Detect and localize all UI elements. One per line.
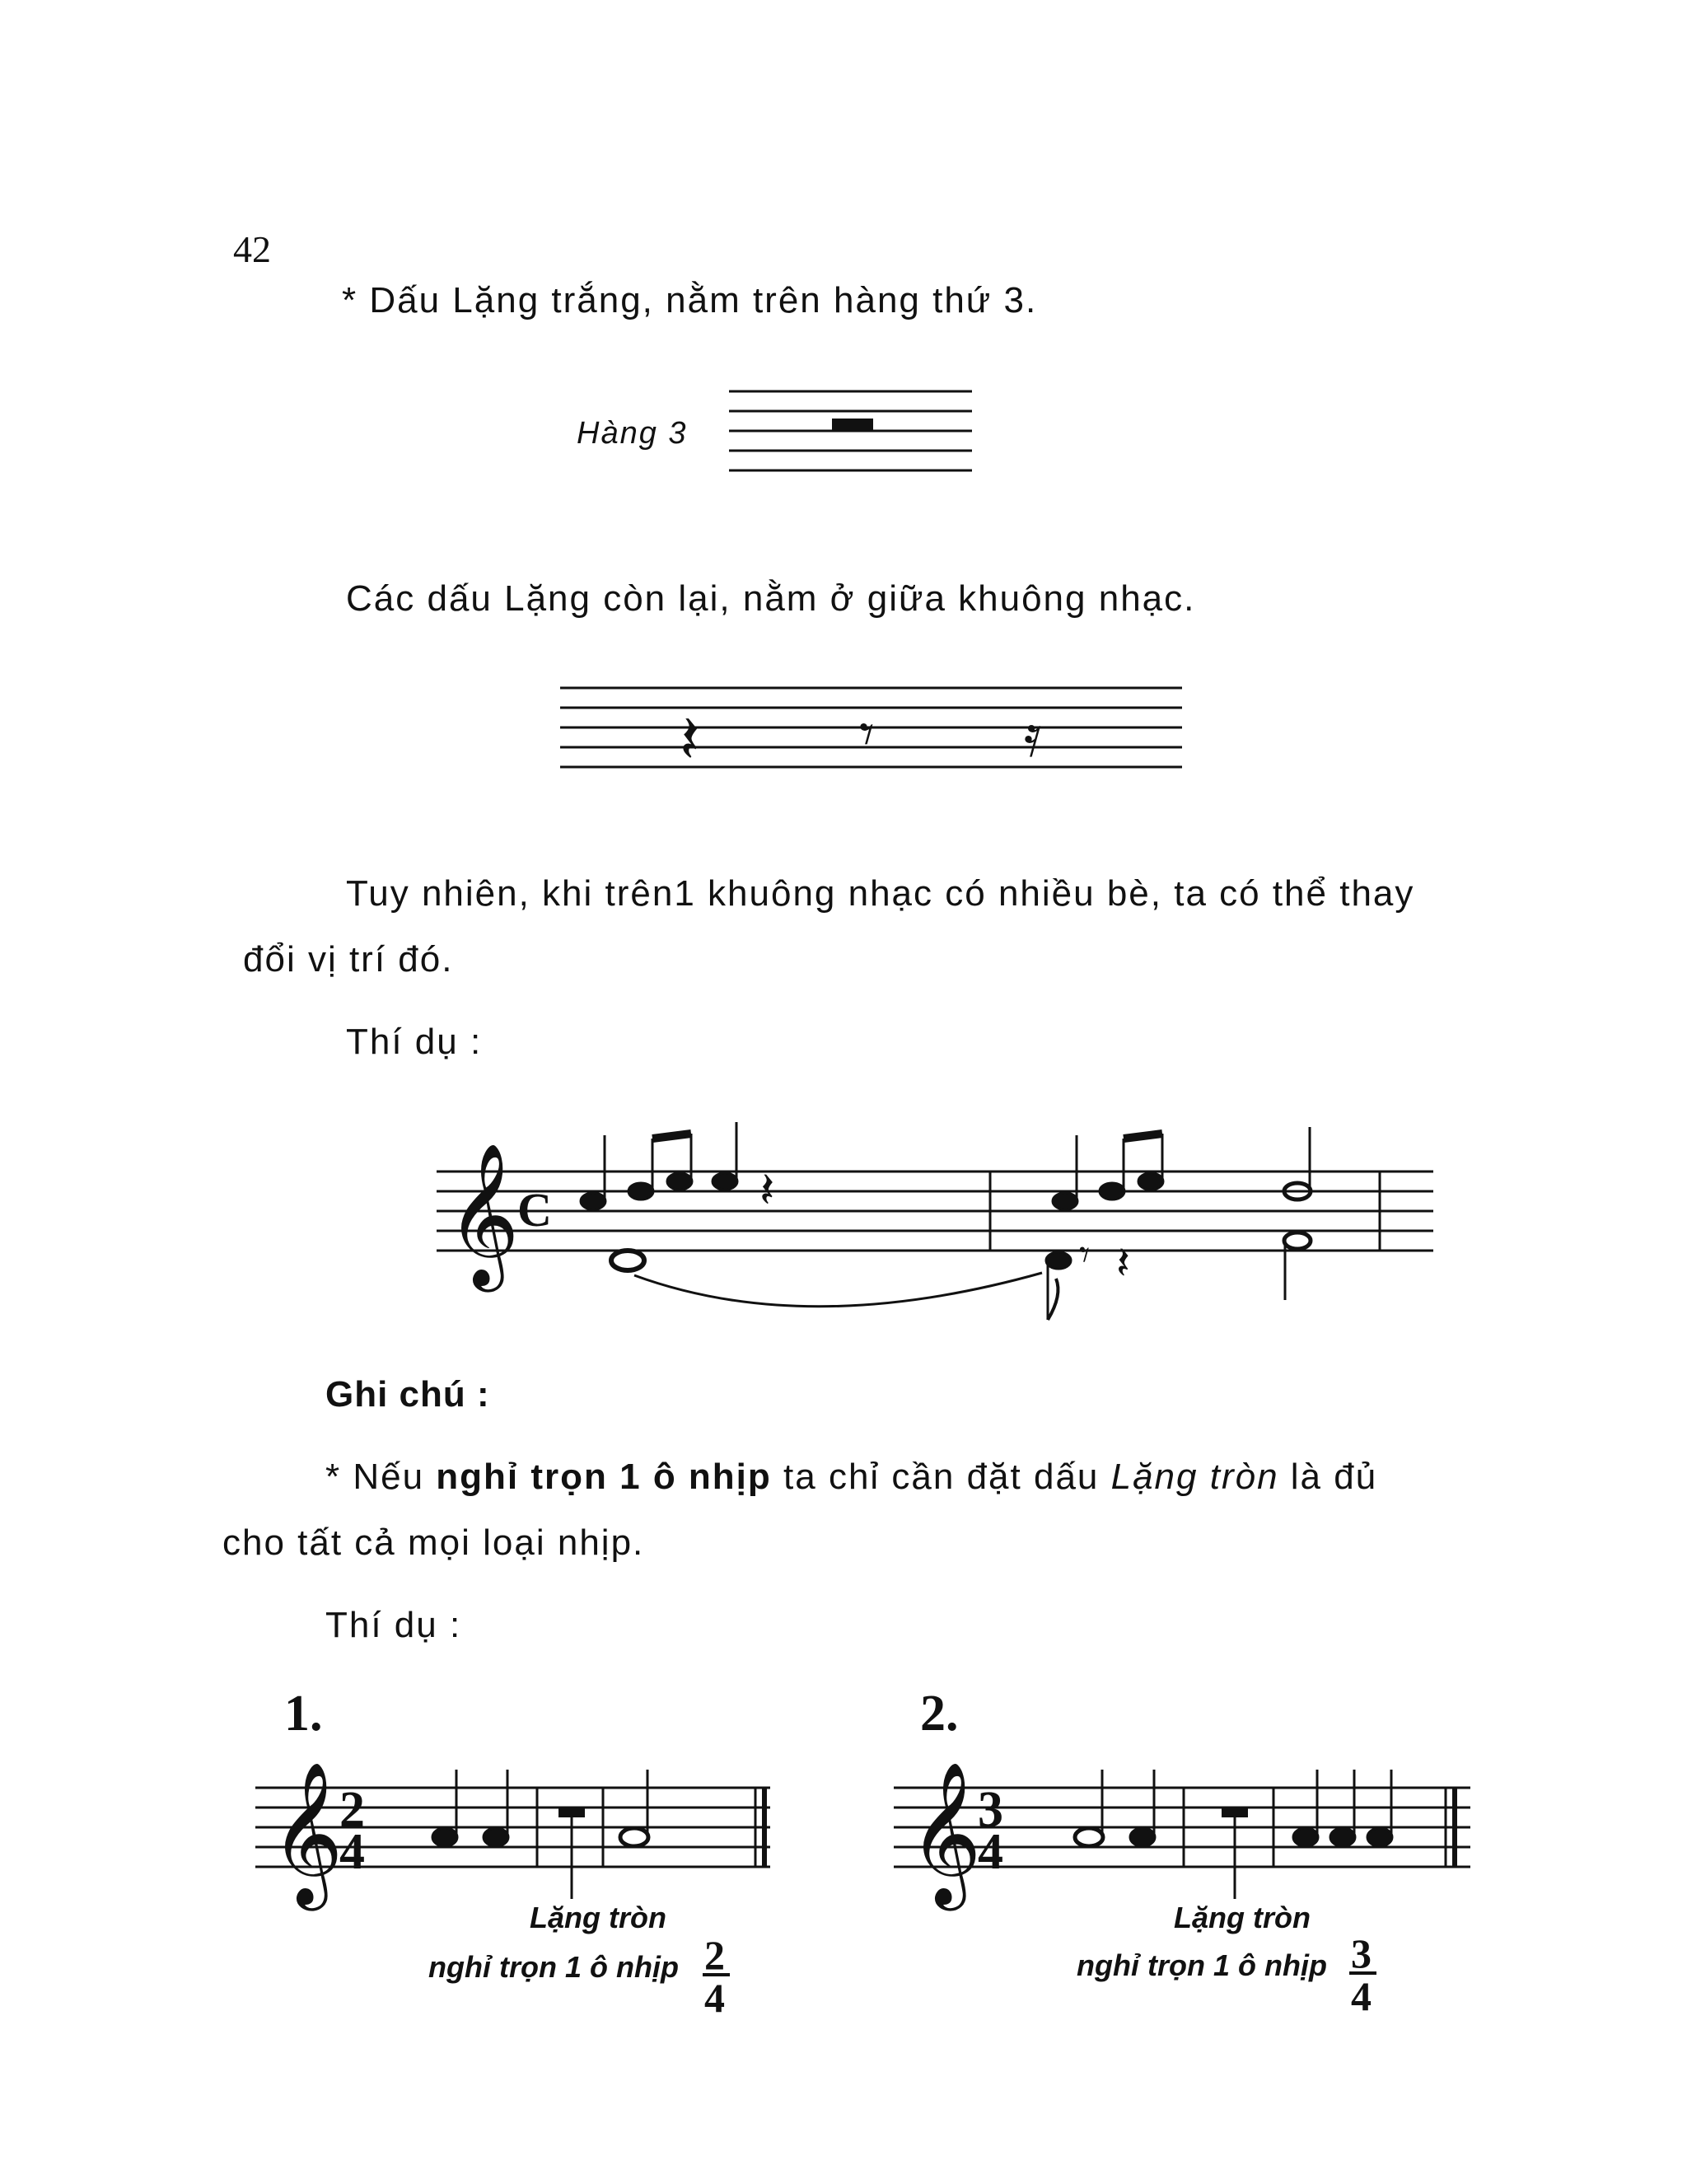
figure-label-line-3: Hàng 3 xyxy=(577,416,688,451)
example-1-half-note xyxy=(620,1828,648,1846)
example-1-ts-top: 2 xyxy=(339,1782,365,1838)
example-1-caption-ts-top: 2 xyxy=(704,1932,725,1978)
example-2-number: 2. xyxy=(920,1686,959,1742)
whole-rest-symbol xyxy=(1222,1808,1248,1817)
example-2-ts-top: 3 xyxy=(978,1782,1003,1838)
example-1-number: 1. xyxy=(284,1686,323,1742)
tie-curve xyxy=(634,1273,1042,1307)
note-end-text: là đủ xyxy=(1278,1457,1378,1497)
example-1-caption-ts-bottom: 4 xyxy=(704,1975,725,2021)
example-label-2: Thí dụ : xyxy=(325,1605,462,1645)
bar-1-upper-voice xyxy=(581,1122,737,1209)
quarter-rest-symbol: 𝄽 xyxy=(680,701,700,778)
example-1-ts-bottom: 4 xyxy=(339,1824,365,1880)
example-2-half-note xyxy=(1075,1828,1103,1846)
paragraph-half-rest: * Dấu Lặng trắng, nằm trên hàng thứ 3. xyxy=(342,280,1038,320)
quarter-rest-lower-bar2: 𝄽 xyxy=(1116,1237,1130,1289)
paragraph-multiple-voices-line2: đổi vị trí đó. xyxy=(243,939,454,980)
example-label-1: Thí dụ : xyxy=(346,1022,483,1062)
example-2-staff xyxy=(894,1681,1470,2043)
two-voice-staff-example xyxy=(437,1104,1442,1335)
note-prefix: * Nếu xyxy=(325,1457,437,1497)
note-italic-text: Lặng tròn xyxy=(1110,1457,1279,1497)
half-note-lower-bar2 xyxy=(1284,1232,1311,1249)
eighth-rest-lower-bar2: 𝄾 xyxy=(1079,1231,1091,1279)
note-heading: Ghi chú : xyxy=(325,1374,490,1415)
quarter-rest-upper-bar1: 𝄽 xyxy=(759,1162,775,1219)
staff-half-rest-figure xyxy=(725,387,988,494)
whole-rest-symbol xyxy=(558,1808,585,1817)
example-1-staff xyxy=(247,1681,791,2043)
example-1-caption-2: nghỉ trọn 1 ô nhịp xyxy=(428,1950,679,1984)
staff-rests-figure xyxy=(556,680,1190,795)
example-1-caption-1: Lặng tròn xyxy=(530,1901,666,1934)
half-rest-symbol xyxy=(832,419,873,431)
note-paragraph-line1 xyxy=(325,1457,1377,1498)
example-2-caption-ts-bottom: 4 xyxy=(1351,1973,1372,2019)
treble-clef-icon: 𝄞 xyxy=(446,1143,520,1286)
example-2-caption-ts-top: 3 xyxy=(1351,1930,1372,1976)
eighth-rest-symbol: 𝄾 xyxy=(859,700,875,768)
note-mid-text: ta chỉ cần đặt dấu xyxy=(771,1457,1111,1497)
paragraph-multiple-voices-line1: Tuy nhiên, khi trên1 khuông nhạc có nhiều bè, ta có thể thay xyxy=(346,873,1415,914)
example-2-caption-1: Lặng tròn xyxy=(1174,1901,1311,1934)
sixteenth-rest-symbol: 𝄿 xyxy=(1024,702,1042,769)
example-2-ts-bottom: 4 xyxy=(978,1824,1003,1880)
example-2-caption-2: nghỉ trọn 1 ô nhịp xyxy=(1077,1948,1327,1982)
note-bold-text: nghỉ trọn 1 ô nhịp xyxy=(436,1457,772,1497)
page-number: 42 xyxy=(233,228,271,270)
paragraph-other-rests: Các dấu Lặng còn lại, nằm ở giữa khuông nhạc. xyxy=(346,578,1196,619)
bar-2-lower-voice xyxy=(1046,1252,1071,1320)
note-paragraph-line2: cho tất cả mọi loại nhịp. xyxy=(222,1522,645,1563)
treble-clef-icon: 𝄞 xyxy=(909,1761,982,1905)
treble-clef-icon: 𝄞 xyxy=(270,1761,343,1905)
common-time-symbol: C xyxy=(517,1183,552,1237)
whole-note-lower-bar1 xyxy=(611,1251,644,1270)
